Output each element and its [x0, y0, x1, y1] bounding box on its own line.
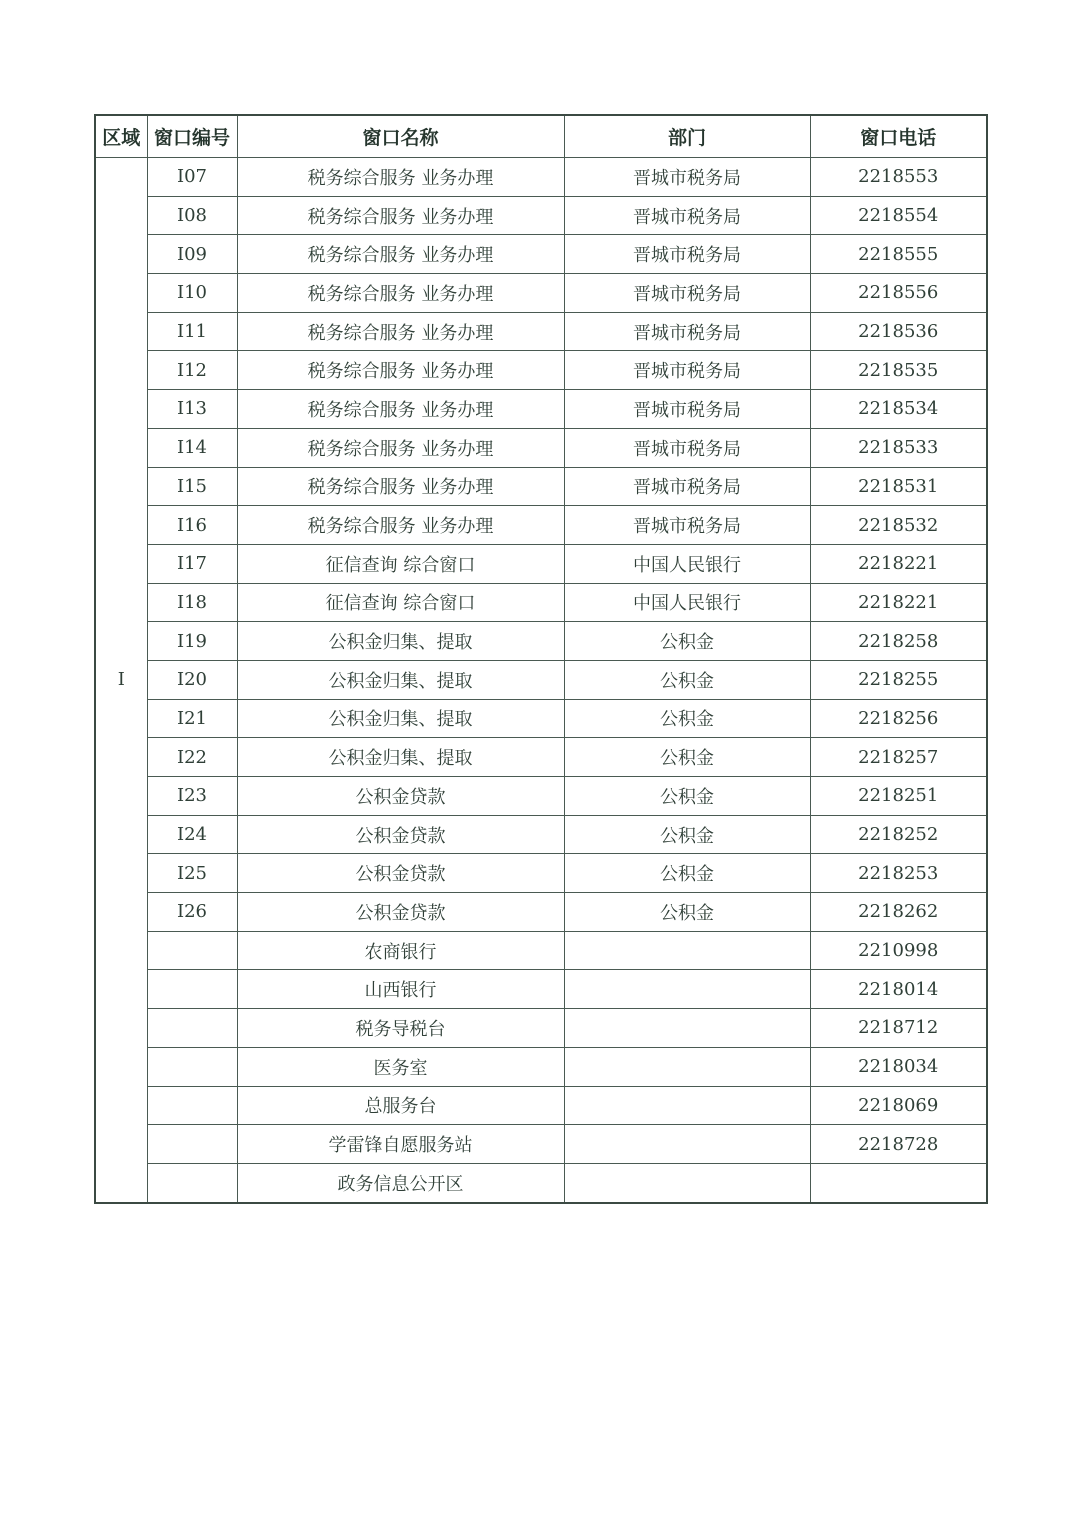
department-cell: 公积金 [564, 854, 810, 893]
window-name-cell: 税务综合服务 业务办理 [237, 467, 564, 506]
table-row [95, 467, 987, 506]
area-cell: I [95, 158, 147, 1203]
window-phone-cell: 2218535 [810, 351, 987, 390]
window-code-cell: I26 [147, 893, 237, 932]
department-cell [564, 931, 810, 970]
header-area: 区域 [95, 115, 147, 158]
department-cell: 晋城市税务局 [564, 390, 810, 429]
window-code-cell: I16 [147, 506, 237, 545]
window-name-cell: 公积金贷款 [237, 893, 564, 932]
window-phone-cell: 2218256 [810, 699, 987, 738]
table-row [95, 583, 987, 622]
table-row [95, 428, 987, 467]
department-cell: 晋城市税务局 [564, 312, 810, 351]
window-code-cell: I21 [147, 699, 237, 738]
window-name-cell: 税务综合服务 业务办理 [237, 428, 564, 467]
window-name-cell: 税务导税台 [237, 1009, 564, 1048]
window-code-cell: I18 [147, 583, 237, 622]
window-code-cell: I13 [147, 390, 237, 429]
window-phone-cell: 2218262 [810, 893, 987, 932]
table-row [95, 815, 987, 854]
department-cell: 公积金 [564, 699, 810, 738]
window-code-cell [147, 1125, 237, 1164]
table-row [95, 235, 987, 274]
window-code-cell [147, 931, 237, 970]
window-phone-cell: 2218252 [810, 815, 987, 854]
window-code-cell: I14 [147, 428, 237, 467]
window-code-cell [147, 1009, 237, 1048]
window-phone-cell: 2218534 [810, 390, 987, 429]
window-name-cell: 总服务台 [237, 1086, 564, 1125]
department-cell: 晋城市税务局 [564, 351, 810, 390]
table-row [95, 196, 987, 235]
window-code-cell [147, 1047, 237, 1086]
header-window-code: 窗口编号 [147, 115, 237, 158]
window-name-cell: 公积金贷款 [237, 854, 564, 893]
window-phone-cell: 2218253 [810, 854, 987, 893]
window-code-cell [147, 970, 237, 1009]
window-code-cell [147, 1086, 237, 1125]
window-name-cell: 征信查询 综合窗口 [237, 544, 564, 583]
department-cell: 晋城市税务局 [564, 235, 810, 274]
department-cell: 晋城市税务局 [564, 428, 810, 467]
window-name-cell: 公积金归集、提取 [237, 738, 564, 777]
department-cell [564, 1125, 810, 1164]
table-row [95, 351, 987, 390]
window-name-cell: 税务综合服务 业务办理 [237, 312, 564, 351]
window-name-cell: 征信查询 综合窗口 [237, 583, 564, 622]
window-code-cell: I19 [147, 622, 237, 661]
window-code-cell: I08 [147, 196, 237, 235]
window-phone-cell: 2218251 [810, 777, 987, 816]
department-cell: 晋城市税务局 [564, 158, 810, 197]
window-name-cell: 税务综合服务 业务办理 [237, 351, 564, 390]
window-name-cell: 山西银行 [237, 970, 564, 1009]
window-name-cell: 医务室 [237, 1047, 564, 1086]
window-name-cell: 税务综合服务 业务办理 [237, 235, 564, 274]
header-department: 部门 [564, 115, 810, 158]
window-phone-cell: 2218258 [810, 622, 987, 661]
window-code-cell: I17 [147, 544, 237, 583]
department-cell [564, 1163, 810, 1202]
table-row [95, 660, 987, 699]
table-row [95, 158, 987, 197]
table-row [95, 1125, 987, 1164]
window-phone-cell: 2218553 [810, 158, 987, 197]
window-name-cell: 公积金归集、提取 [237, 660, 564, 699]
department-cell: 公积金 [564, 815, 810, 854]
window-name-cell: 公积金贷款 [237, 815, 564, 854]
window-phone-cell: 2218536 [810, 312, 987, 351]
table-row [95, 854, 987, 893]
window-name-cell: 税务综合服务 业务办理 [237, 274, 564, 313]
department-cell: 晋城市税务局 [564, 506, 810, 545]
table-row [95, 544, 987, 583]
table-row [95, 931, 987, 970]
department-cell: 中国人民银行 [564, 544, 810, 583]
window-phone-cell: 2218531 [810, 467, 987, 506]
window-code-cell: I20 [147, 660, 237, 699]
window-phone-cell: 2218532 [810, 506, 987, 545]
window-code-cell: I22 [147, 738, 237, 777]
header-window-phone: 窗口电话 [810, 115, 987, 158]
table-header-row [95, 115, 987, 158]
table-row [95, 622, 987, 661]
window-code-cell: I15 [147, 467, 237, 506]
window-name-cell: 学雷锋自愿服务站 [237, 1125, 564, 1164]
window-code-cell: I23 [147, 777, 237, 816]
department-cell: 公积金 [564, 777, 810, 816]
window-phone-cell: 2218555 [810, 235, 987, 274]
window-name-cell: 公积金归集、提取 [237, 699, 564, 738]
window-name-cell: 税务综合服务 业务办理 [237, 196, 564, 235]
service-window-table [94, 114, 988, 1204]
department-cell: 晋城市税务局 [564, 196, 810, 235]
department-cell [564, 1086, 810, 1125]
table-row [95, 274, 987, 313]
department-cell: 公积金 [564, 660, 810, 699]
window-phone-cell [810, 1163, 987, 1202]
table-row [95, 312, 987, 351]
table-row [95, 738, 987, 777]
window-name-cell: 农商银行 [237, 931, 564, 970]
department-cell: 晋城市税务局 [564, 274, 810, 313]
window-code-cell: I10 [147, 274, 237, 313]
window-code-cell: I12 [147, 351, 237, 390]
window-phone-cell: 2218221 [810, 544, 987, 583]
window-phone-cell: 2218069 [810, 1086, 987, 1125]
table-row [95, 1009, 987, 1048]
window-phone-cell: 2218257 [810, 738, 987, 777]
table-row [95, 1163, 987, 1202]
table-row [95, 506, 987, 545]
table-row [95, 1086, 987, 1125]
department-cell [564, 1009, 810, 1048]
window-phone-cell: 2218712 [810, 1009, 987, 1048]
department-cell: 公积金 [564, 738, 810, 777]
window-name-cell: 公积金归集、提取 [237, 622, 564, 661]
window-code-cell: I09 [147, 235, 237, 274]
department-cell: 晋城市税务局 [564, 467, 810, 506]
table-row [95, 970, 987, 1009]
window-phone-cell: 2210998 [810, 931, 987, 970]
window-phone-cell: 2218014 [810, 970, 987, 1009]
table-row [95, 893, 987, 932]
window-code-cell: I24 [147, 815, 237, 854]
department-cell: 公积金 [564, 622, 810, 661]
window-phone-cell: 2218728 [810, 1125, 987, 1164]
header-window-name: 窗口名称 [237, 115, 564, 158]
window-phone-cell: 2218221 [810, 583, 987, 622]
department-cell: 中国人民银行 [564, 583, 810, 622]
window-code-cell: I11 [147, 312, 237, 351]
window-name-cell: 税务综合服务 业务办理 [237, 158, 564, 197]
window-phone-cell: 2218255 [810, 660, 987, 699]
department-cell [564, 1047, 810, 1086]
window-phone-cell: 2218034 [810, 1047, 987, 1086]
window-code-cell: I25 [147, 854, 237, 893]
department-cell: 公积金 [564, 893, 810, 932]
window-name-cell: 公积金贷款 [237, 777, 564, 816]
window-name-cell: 政务信息公开区 [237, 1163, 564, 1202]
table-row [95, 777, 987, 816]
window-phone-cell: 2218556 [810, 274, 987, 313]
table-row [95, 1047, 987, 1086]
table-body [95, 158, 987, 1203]
window-name-cell: 税务综合服务 业务办理 [237, 506, 564, 545]
table-row [95, 390, 987, 429]
table-row [95, 699, 987, 738]
window-code-cell: I07 [147, 158, 237, 197]
department-cell [564, 970, 810, 1009]
window-code-cell [147, 1163, 237, 1202]
window-phone-cell: 2218533 [810, 428, 987, 467]
window-name-cell: 税务综合服务 业务办理 [237, 390, 564, 429]
window-phone-cell: 2218554 [810, 196, 987, 235]
